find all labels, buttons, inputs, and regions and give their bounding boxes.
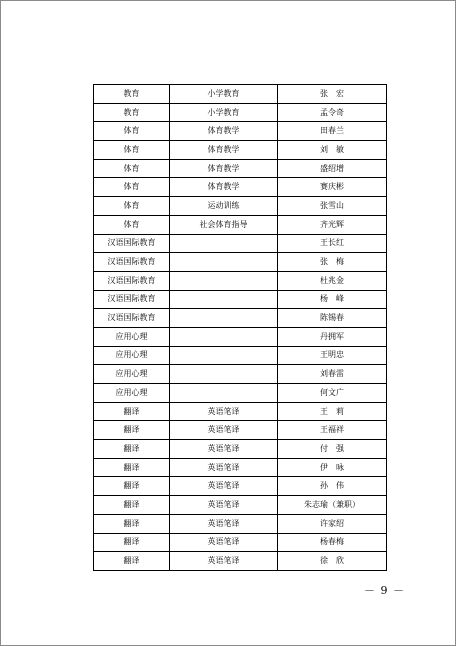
field-cell: 应用心理 [94, 384, 170, 403]
field-cell: 汉语国际教育 [94, 234, 170, 253]
table-row [94, 197, 387, 216]
direction-cell: 英语笔译 [170, 514, 278, 533]
name-cell: 齐光辉 [278, 215, 387, 234]
name-cell: 刘春雷 [278, 365, 387, 384]
field-cell: 教育 [94, 85, 170, 104]
direction-cell: 体育教学 [170, 159, 278, 178]
direction-cell: 英语笔译 [170, 458, 278, 477]
direction-cell [170, 365, 278, 384]
table-row [94, 215, 387, 234]
table-row [94, 253, 387, 272]
table-row [94, 458, 387, 477]
direction-cell: 社会体育指导 [170, 215, 278, 234]
table-row [94, 365, 387, 384]
name-cell: 陈锡春 [278, 309, 387, 328]
table-row [94, 496, 387, 515]
table-row [94, 533, 387, 552]
table-row [94, 346, 387, 365]
field-cell: 体育 [94, 159, 170, 178]
name-cell: 杜兆金 [278, 271, 387, 290]
direction-cell: 英语笔译 [170, 440, 278, 459]
field-cell: 翻译 [94, 477, 170, 496]
name-cell: 张 宏 [278, 85, 387, 104]
table-row [94, 234, 387, 253]
table-row [94, 384, 387, 403]
name-cell: 孙 伟 [278, 477, 387, 496]
direction-cell: 英语笔译 [170, 402, 278, 421]
table-row [94, 122, 387, 141]
name-cell: 孟令奇 [278, 103, 387, 122]
name-cell: 王福祥 [278, 421, 387, 440]
table-row [94, 477, 387, 496]
direction-cell: 小学教育 [170, 103, 278, 122]
name-cell: 付 强 [278, 440, 387, 459]
direction-cell: 小学教育 [170, 85, 278, 104]
field-cell: 翻译 [94, 496, 170, 515]
name-cell: 赛庆彬 [278, 178, 387, 197]
table-row [94, 103, 387, 122]
table-row [94, 402, 387, 421]
table-row [94, 440, 387, 459]
name-cell: 何文广 [278, 384, 387, 403]
name-cell: 杨春梅 [278, 533, 387, 552]
table-row [94, 514, 387, 533]
field-cell: 体育 [94, 197, 170, 216]
field-cell: 翻译 [94, 402, 170, 421]
name-cell: 田春兰 [278, 122, 387, 141]
direction-cell [170, 327, 278, 346]
direction-cell: 英语笔译 [170, 477, 278, 496]
direction-cell: 英语笔译 [170, 552, 278, 571]
direction-cell: 英语笔译 [170, 421, 278, 440]
name-cell: 张雪山 [278, 197, 387, 216]
table-row [94, 327, 387, 346]
direction-cell [170, 290, 278, 309]
field-cell: 汉语国际教育 [94, 309, 170, 328]
name-cell: 王 莉 [278, 402, 387, 421]
direction-cell: 体育教学 [170, 122, 278, 141]
field-cell: 体育 [94, 215, 170, 234]
supervisor-table [93, 84, 387, 571]
name-cell: 徐 欣 [278, 552, 387, 571]
table-row [94, 421, 387, 440]
field-cell: 体育 [94, 141, 170, 160]
name-cell: 盛绍增 [278, 159, 387, 178]
field-cell: 应用心理 [94, 327, 170, 346]
direction-cell: 体育教学 [170, 141, 278, 160]
field-cell: 翻译 [94, 514, 170, 533]
field-cell: 翻译 [94, 421, 170, 440]
name-cell: 王长红 [278, 234, 387, 253]
field-cell: 体育 [94, 122, 170, 141]
table-row [94, 271, 387, 290]
name-cell: 许家绍 [278, 514, 387, 533]
field-cell: 汉语国际教育 [94, 290, 170, 309]
field-cell: 翻译 [94, 458, 170, 477]
field-cell: 翻译 [94, 533, 170, 552]
field-cell: 翻译 [94, 440, 170, 459]
field-cell: 汉语国际教育 [94, 271, 170, 290]
table-row [94, 290, 387, 309]
field-cell: 教育 [94, 103, 170, 122]
name-cell: 刘 敏 [278, 141, 387, 160]
direction-cell: 英语笔译 [170, 533, 278, 552]
direction-cell [170, 384, 278, 403]
name-cell: 张 梅 [278, 253, 387, 272]
direction-cell [170, 234, 278, 253]
direction-cell [170, 309, 278, 328]
field-cell: 汉语国际教育 [94, 253, 170, 272]
table-row [94, 85, 387, 104]
name-cell: 朱志瑜（兼职） [278, 496, 387, 515]
name-cell: 伊 咏 [278, 458, 387, 477]
supervisor-table-body [94, 85, 387, 571]
name-cell: 丹拥军 [278, 327, 387, 346]
table-row [94, 552, 387, 571]
direction-cell: 英语笔译 [170, 496, 278, 515]
field-cell: 应用心理 [94, 365, 170, 384]
name-cell: 杨 峰 [278, 290, 387, 309]
direction-cell: 体育教学 [170, 178, 278, 197]
direction-cell: 运动训练 [170, 197, 278, 216]
direction-cell [170, 271, 278, 290]
direction-cell [170, 253, 278, 272]
name-cell: 王明忠 [278, 346, 387, 365]
table-row [94, 159, 387, 178]
table-row [94, 141, 387, 160]
field-cell: 翻译 [94, 552, 170, 571]
table-row [94, 309, 387, 328]
page-number: － 9 － [364, 584, 405, 597]
field-cell: 应用心理 [94, 346, 170, 365]
direction-cell [170, 346, 278, 365]
table-row [94, 178, 387, 197]
field-cell: 体育 [94, 178, 170, 197]
